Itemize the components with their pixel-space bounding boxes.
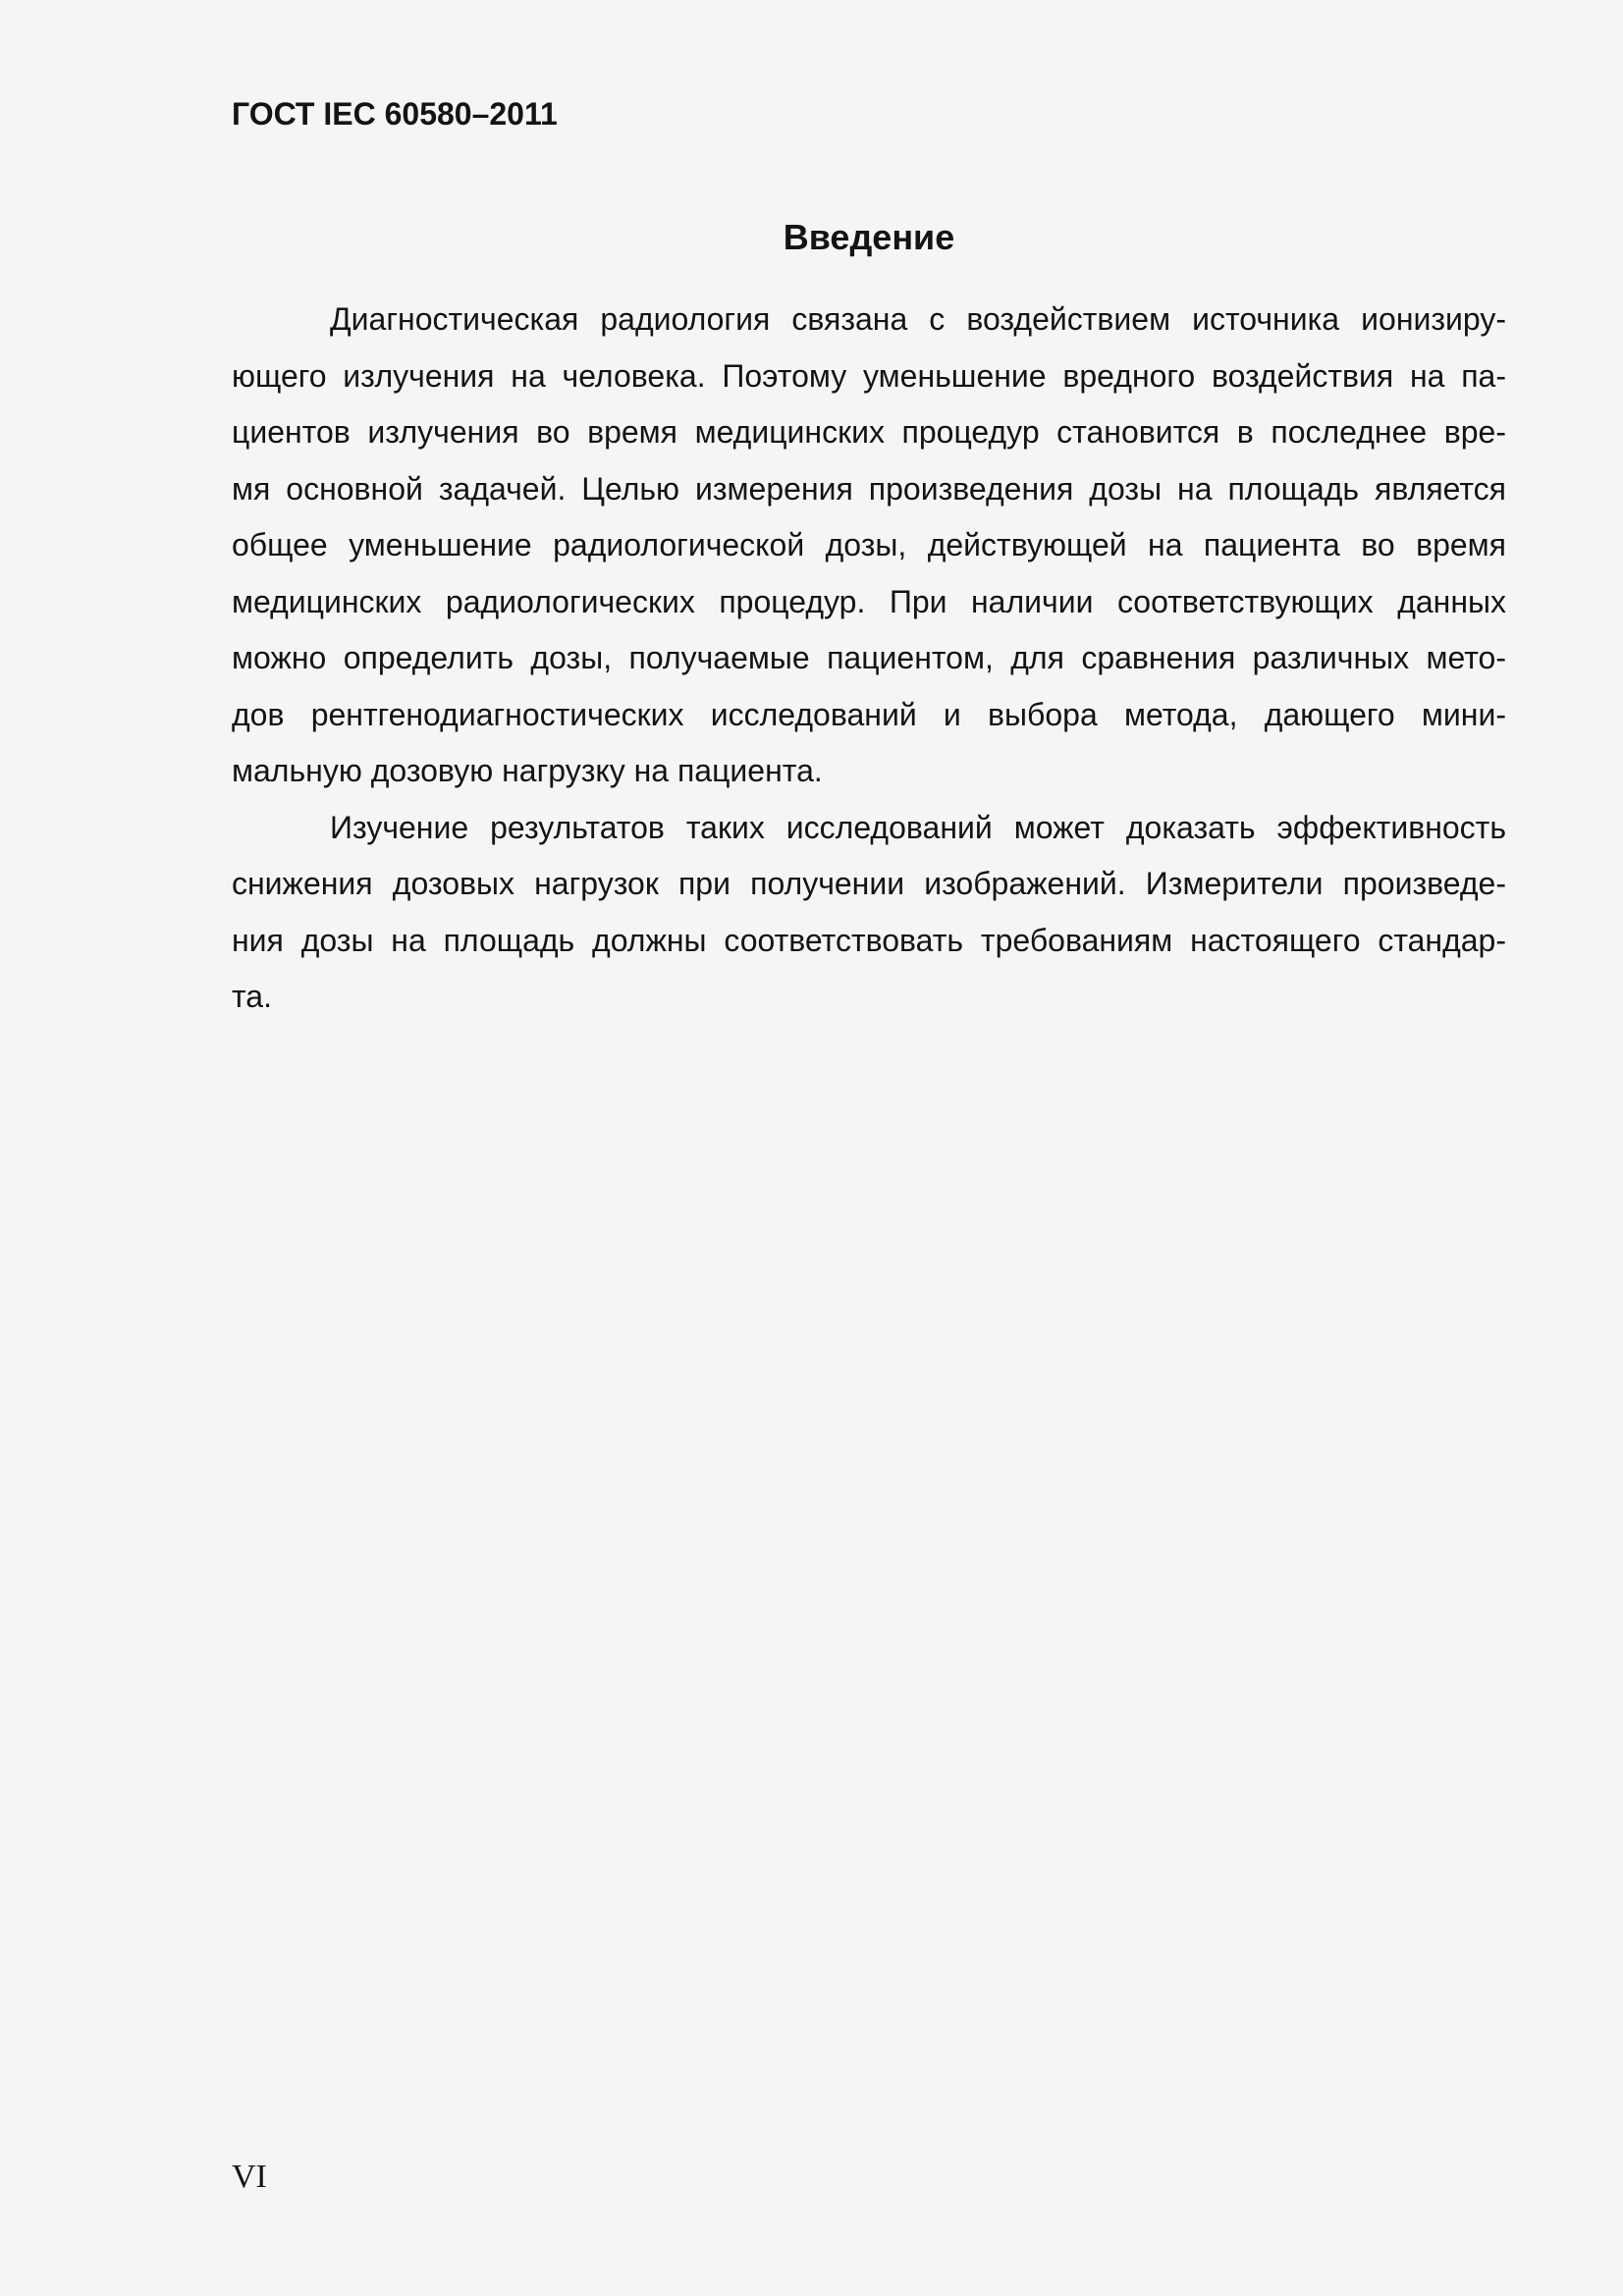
body-text bbox=[232, 292, 1506, 1026]
text-line: та. bbox=[232, 979, 272, 1014]
paragraph-2 bbox=[232, 800, 1506, 1026]
text-line: медицинских радиологических процедур. При наличии соответствующих данных bbox=[232, 583, 1506, 619]
text-line: дов рентгенодиагностических исследований и выбора метода, дающего мини- bbox=[232, 696, 1506, 732]
text-line: общее уменьшение радиологической дозы, действующей на пациента во время bbox=[232, 527, 1506, 562]
text-line: ния дозы на площадь должны соответствовать требованиям настоящего стандар- bbox=[232, 922, 1506, 958]
text-line: ющего излучения на человека. Поэтому уменьшение вредного воздействия на па- bbox=[232, 357, 1506, 394]
text-line: Диагностическая радиология связана с воздействием источника ионизиру- bbox=[330, 301, 1506, 337]
page-number: VI bbox=[232, 2159, 267, 2195]
text-line: Изучение результатов таких исследований может доказать эффективность bbox=[330, 809, 1506, 845]
paragraph-1 bbox=[232, 292, 1506, 800]
text-line: циентов излучения во время медицинских процедур становится в последнее вре- bbox=[232, 414, 1506, 450]
text-line: мя основной задачей. Целью измерения произведения дозы на площадь является bbox=[232, 470, 1506, 507]
text-line: снижения дозовых нагрузок при получении изображений. Измерители произведе- bbox=[232, 866, 1506, 901]
section-title: Введение bbox=[783, 217, 955, 257]
document-code-header: ГОСТ IEC 60580–2011 bbox=[232, 96, 558, 132]
text-line: можно определить дозы, получаемые пациентом, для сравнения различных мето- bbox=[232, 640, 1506, 675]
text-line: мальную дозовую нагрузку на пациента. bbox=[232, 753, 823, 788]
